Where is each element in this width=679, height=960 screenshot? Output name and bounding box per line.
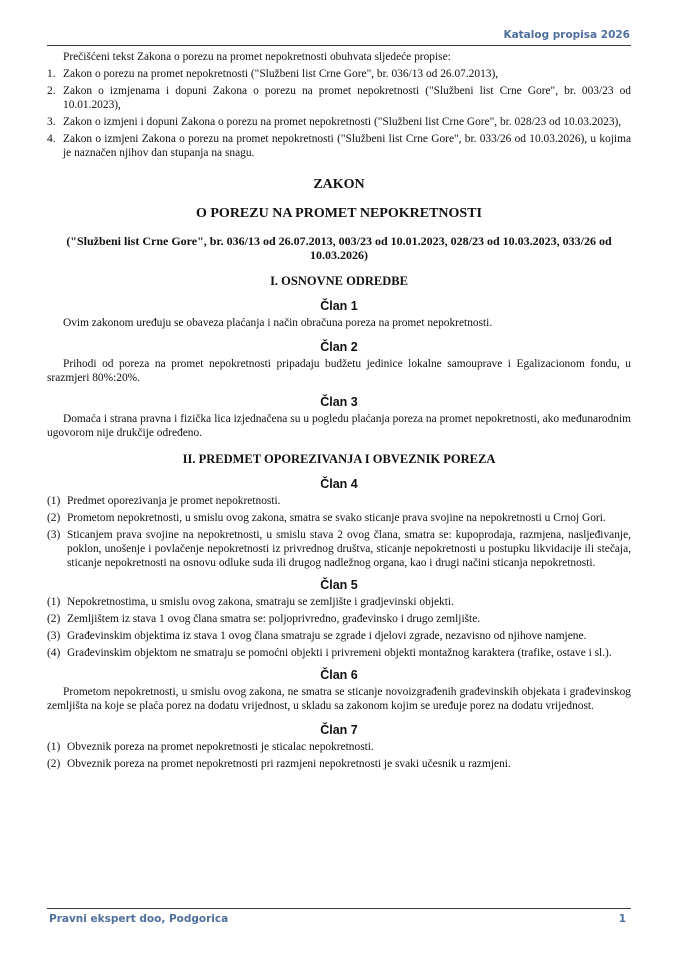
law-title: ZAKON: [313, 177, 365, 192]
intro-text: Prečišćeni tekst Zakona o porezu na promet nepokretnosti obuhvata sljedeće propise:: [63, 51, 451, 63]
list-item: 4. Zakon o izmjeni Zakona o porezu na promet nepokretnosti ("Službeni list Crne Gore", br. 033/26 od 10.03.2026), u kojima je naznačen njihov dan stupanja na snagu.: [47, 133, 631, 159]
list-item: (3) Građevinskim objektima iz stava 1 ovog člana smatraju se zgrade i djelovi zgrade, nezavisno od njihove namjene.: [47, 630, 587, 642]
header-divider: [47, 45, 631, 46]
list-item: (2) Obveznik poreza na promet nepokretnosti pri razmjeni nepokretnosti je svaki učesnik u razmjeni.: [47, 758, 511, 770]
list-item: (2) Prometom nepokretnosti, u smislu ovog zakona, smatra se svako sticanje prava svojine na nepokretnosti u Crnoj Gori.: [47, 512, 606, 524]
section-heading-1: I. OSNOVNE ODREDBE: [270, 274, 408, 288]
article-title-3: Član 3: [320, 395, 358, 409]
article-title-6: Član 6: [320, 668, 358, 682]
list-item: 3. Zakon o izmjeni i dopuni Zakona o porezu na promet nepokretnosti ("Službeni list Crne Gore", br. 028/23 od 10.03.2023),: [47, 116, 622, 128]
document-body: [47, 50, 631, 774]
section-heading-2: II. PREDMET OPOREZIVANJA I OBVEZNIK POREZA: [182, 452, 496, 466]
list-item: (3) Sticanjem prava svojine na nepokretnosti, u smislu stava 2 ovog člana, smatra se: kupoprodaja, razmjena, nasljeđivanje, poklon, unošenje i povlačenje nepokretnosti iz privrednog društva, sticanje nepokretnosti u postupku likvidacije ili stečaja, sticanje nepokretnosti na osnovu odluke suda ili drugog nadležnog organa, kao i drugi načini sticanja nepokretnosti.: [47, 529, 631, 569]
list-item: 2. Zakon o izmjenama i dopuni Zakona o porezu na promet nepokretnosti ("Službeni list Crne Gore", br. 003/23 od 10.01.2023),: [47, 85, 631, 111]
article-items-5: [47, 595, 631, 660]
footer-publisher: Pravni ekspert doo, Podgorica: [49, 913, 229, 925]
article-text-2: Prihodi od poreza na promet nepokretnosti pripadaju budžetu jedinice lokalne samouprave i Egalizacionom fondu, u srazmjeri 80%:20%.: [47, 358, 631, 384]
article-title-7: Član 7: [320, 723, 358, 737]
law-subtitle: O POREZU NA PROMET NEPOKRETNOSTI: [195, 206, 482, 221]
list-item: (1) Obveznik poreza na promet nepokretnosti je sticalac nepokretnosti.: [47, 741, 374, 753]
list-item: (1) Predmet oporezivanja je promet nepokretnosti.: [47, 495, 281, 507]
article-text-1: Ovim zakonom uređuju se obaveza plaćanja i način obračuna poreza na promet nepokretnosti.: [63, 317, 493, 329]
list-item: (2) Zemljištem iz stava 1 ovog člana smatra se: poljoprivredno, građevinsko i drugo zemljište.: [47, 613, 481, 625]
article-title-1: Član 1: [320, 299, 358, 313]
article-items-4: [47, 494, 631, 570]
article-title-5: Član 5: [320, 578, 358, 592]
gazette-reference: ("Službeni list Crne Gore", br. 036/13 od 26.07.2013, 003/23 od 10.01.2023, 028/23 od 10.03.2023, 033/26 od 10.03.2026): [66, 234, 612, 262]
article-title-2: Član 2: [320, 340, 358, 354]
article-text-3: Domaća i strana pravna i fizička lica izjednačena su u pogledu plaćanja poreza na promet nepokretnosti, ako međunarodnim ugovorom nije drukčije određeno.: [47, 413, 631, 439]
list-item: (4) Građevinskim objektom ne smatraju se pomoćni objekti i privremeni objekti montažnog karaktera (trafike, ostave i sl.).: [47, 647, 612, 659]
list-item: (1) Nepokretnostima, u smislu ovog zakona, smatraju se zemljište i gradjevinski objekti.: [47, 596, 454, 608]
header-catalog: Katalog propisa 2026: [503, 29, 630, 41]
article-title-4: Član 4: [320, 477, 358, 491]
page-number: 1: [618, 913, 626, 925]
article-text-6: Prometom nepokretnosti, u smislu ovog zakona, ne smatra se sticanje novoizgrađenih građevinskih objekata i građevinskog zemljišta na koje se plaća porez na dodatu vrijednost, u skladu sa zakonom kojim se uređuje porez na dodatu vrijednost.: [47, 686, 631, 712]
regulations-list: [47, 67, 631, 160]
footer-divider: [47, 908, 631, 909]
article-items-7: [47, 740, 631, 771]
list-item: 1. Zakon o porezu na promet nepokretnosti ("Službeni list Crne Gore", br. 036/13 od 26.07.2013),: [47, 68, 499, 80]
